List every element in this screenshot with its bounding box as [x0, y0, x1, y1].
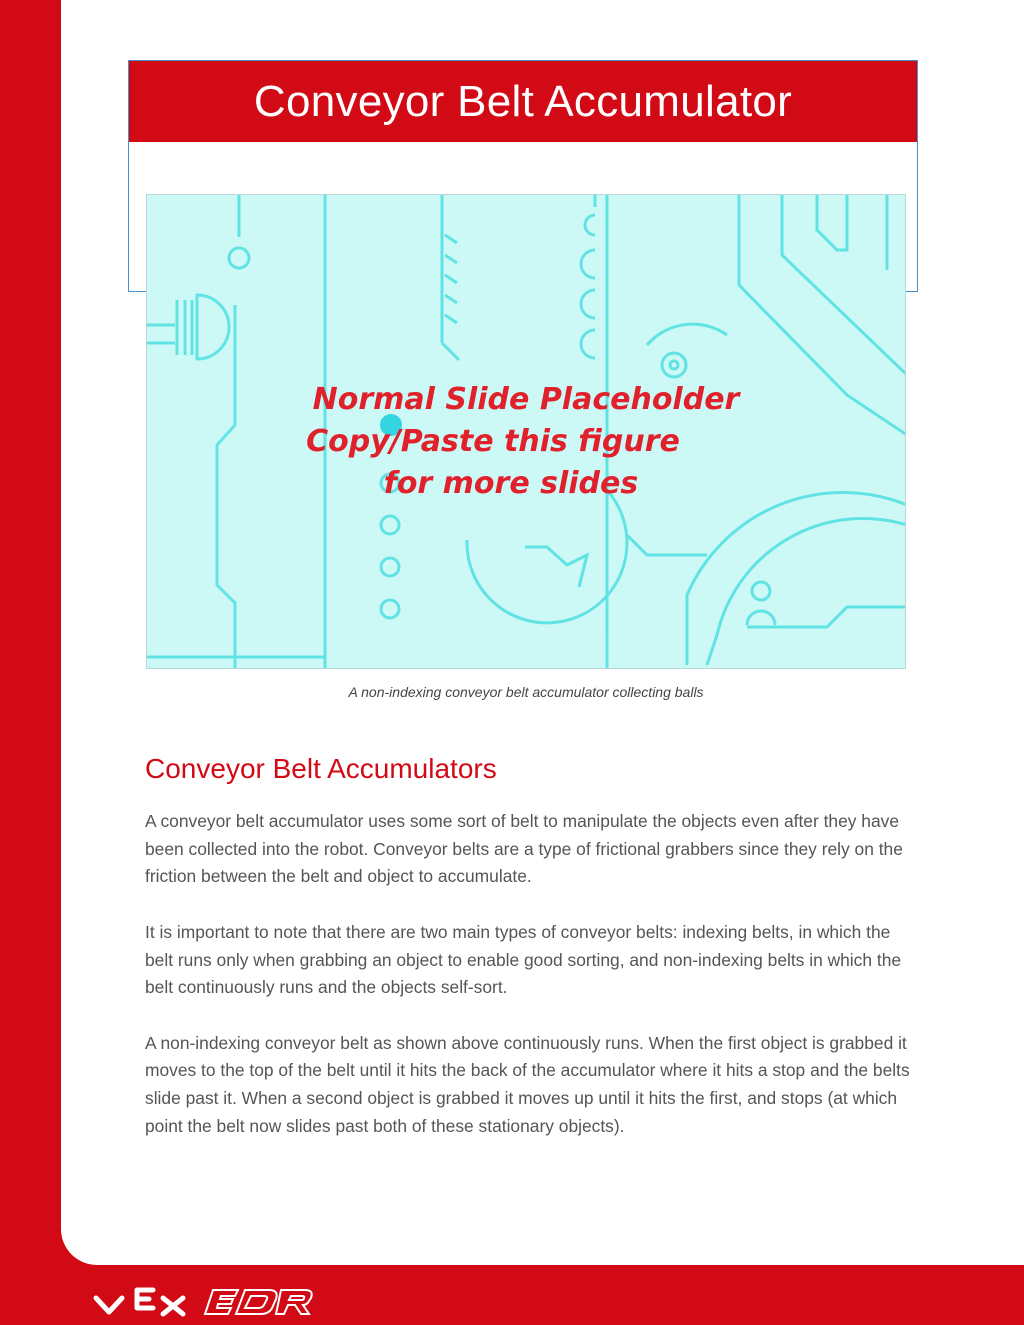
page-title: Conveyor Belt Accumulator	[253, 76, 793, 126]
placeholder-line-3: for more slides	[383, 466, 639, 501]
body-paragraph: It is important to note that there are two main types of conveyor belts: indexing belts, in which the belt runs only when grabbing an object to enable good sorting, and non-indexing belts in which the belt continuously runs and the objects self-sort.	[145, 921, 902, 998]
placeholder-line-2: Copy/Paste this figure	[306, 424, 680, 459]
figure-caption: A non-indexing conveyor belt accumulator collecting balls	[348, 684, 704, 700]
vex-edr-logo-graphic	[93, 1284, 333, 1318]
body-paragraph: A conveyor belt accumulator uses some sort of belt to manipulate the objects even after they have been collected into the robot. Conveyor belts are a type of frictional grabbers since they rely on the friction between the belt and object to accumulate.	[145, 811, 903, 887]
placeholder-line-1: Normal Slide Placeholder	[312, 382, 740, 417]
body-paragraph: A non-indexing conveyor belt as shown above continuously runs. When the first object is grabbed it moves to the top of the belt until it hits the back of the accumulator where it hits a stop and the belts slide past it. When a second object is grabbed it moves up until it hits the first, and stops (at which point the belt now slides past both of these stationary objects).	[145, 1032, 910, 1136]
vex-edr-logo	[93, 1284, 333, 1318]
section-heading: Conveyor Belt Accumulators	[145, 753, 497, 784]
body-text	[145, 808, 915, 1168]
figure-placeholder	[146, 194, 906, 669]
title-bar	[129, 61, 917, 142]
